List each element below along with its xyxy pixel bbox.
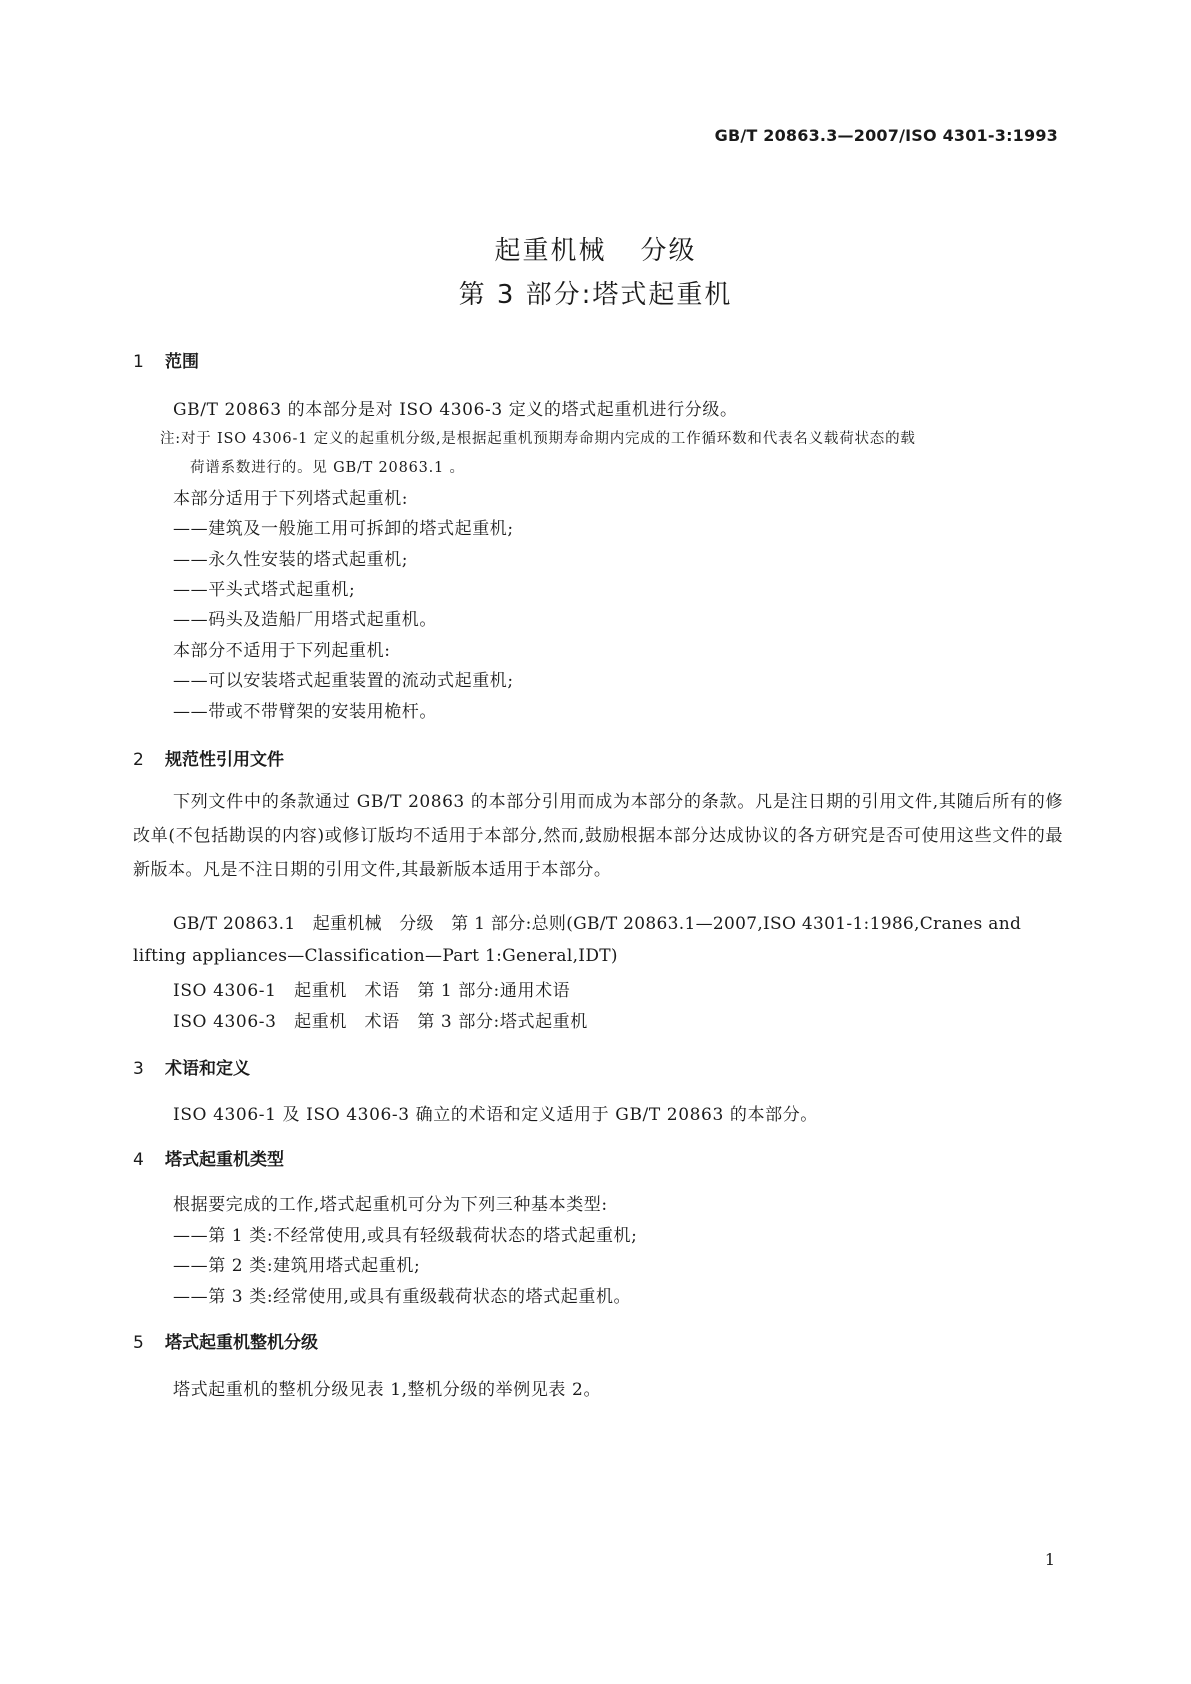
title-part-a: 起重机械	[494, 236, 607, 266]
title-part-b: 分级	[640, 236, 697, 266]
section-2-heading	[133, 745, 284, 770]
section-title: 塔式起重机类型	[165, 1150, 284, 1170]
list-item: ——第 2 类:建筑用塔式起重机;	[173, 1256, 421, 1276]
s1-notapply-intro: 本部分不适用于下列起重机:	[173, 641, 391, 661]
s2-paragraph: 下列文件中的条款通过 GB/T 20863 的本部分引用而成为本部分的条款。凡是注日期的引用文件,其随后所有的修改单(不包括勘误的内容)或修订版均不适用于本部分,然而,鼓励根据本部分达成协议的各方研究是否可使用这些文件的最新版本。凡是不注日期的引用文件,其最新版本适用于本部分。	[133, 792, 1063, 880]
s4-paragraph: 根据要完成的工作,塔式起重机可分为下列三种基本类型:	[173, 1195, 608, 1215]
list-item: ——可以安装塔式起重装置的流动式起重机;	[173, 671, 514, 691]
section-title: 范围	[165, 352, 199, 372]
section-number: 1	[133, 352, 144, 372]
s5-paragraph: 塔式起重机的整机分级见表 1,整机分级的举例见表 2。	[173, 1380, 602, 1400]
s1-paragraph: GB/T 20863 的本部分是对 ISO 4306-3 定义的塔式起重机进行分级。	[173, 400, 738, 420]
list-item: ——平头式塔式起重机;	[173, 580, 356, 600]
list-item: ——第 1 类:不经常使用,或具有轻级载荷状态的塔式起重机;	[173, 1226, 638, 1246]
section-4-heading	[133, 1145, 284, 1170]
section-title: 规范性引用文件	[165, 750, 284, 770]
s2-reference-1: GB/T 20863.1 起重机械 分级 第 1 部分:总则(GB/T 20863.1—2007,ISO 4301-1:1986,Cranes and lifting appliances—Classification—Part 1:General,IDT)	[133, 914, 1022, 966]
list-item: ——码头及造船厂用塔式起重机。	[173, 610, 437, 630]
section-title: 塔式起重机整机分级	[165, 1333, 318, 1353]
s1-applies-intro: 本部分适用于下列塔式起重机:	[173, 489, 409, 509]
s2-reference-2: ISO 4306-1 起重机 术语 第 1 部分:通用术语	[173, 981, 571, 1001]
s3-paragraph: ISO 4306-1 及 ISO 4306-3 确立的术语和定义适用于 GB/T 20863 的本部分。	[173, 1105, 818, 1125]
list-item: ——永久性安装的塔式起重机;	[173, 550, 409, 570]
section-1-heading	[133, 347, 199, 372]
section-title: 术语和定义	[165, 1059, 250, 1079]
section-5-heading	[133, 1328, 318, 1353]
section-number: 3	[133, 1059, 144, 1079]
section-3-heading	[133, 1054, 250, 1079]
section-number: 2	[133, 750, 144, 770]
section-number: 5	[133, 1333, 144, 1353]
section-number: 4	[133, 1150, 144, 1170]
document-title-line2: 第 3 部分:塔式起重机	[458, 280, 733, 310]
page-number: 1	[1044, 1550, 1055, 1569]
s1-note-line1: 注:对于 ISO 4306-1 定义的起重机分级,是根据起重机预期寿命期内完成的工作循环数和代表名义载荷状态的载	[160, 431, 916, 447]
standard-number: GB/T 20863.3—2007/ISO 4301-3:1993	[714, 126, 1058, 145]
list-item: ——第 3 类:经常使用,或具有重级载荷状态的塔式起重机。	[173, 1287, 632, 1307]
s1-note-line2: 荷谱系数进行的。见 GB/T 20863.1 。	[190, 460, 465, 476]
document-title-line1	[0, 230, 1191, 267]
s2-reference-3: ISO 4306-3 起重机 术语 第 3 部分:塔式起重机	[173, 1012, 588, 1032]
list-item: ——建筑及一般施工用可拆卸的塔式起重机;	[173, 519, 514, 539]
list-item: ——带或不带臂架的安装用桅杆。	[173, 702, 437, 722]
